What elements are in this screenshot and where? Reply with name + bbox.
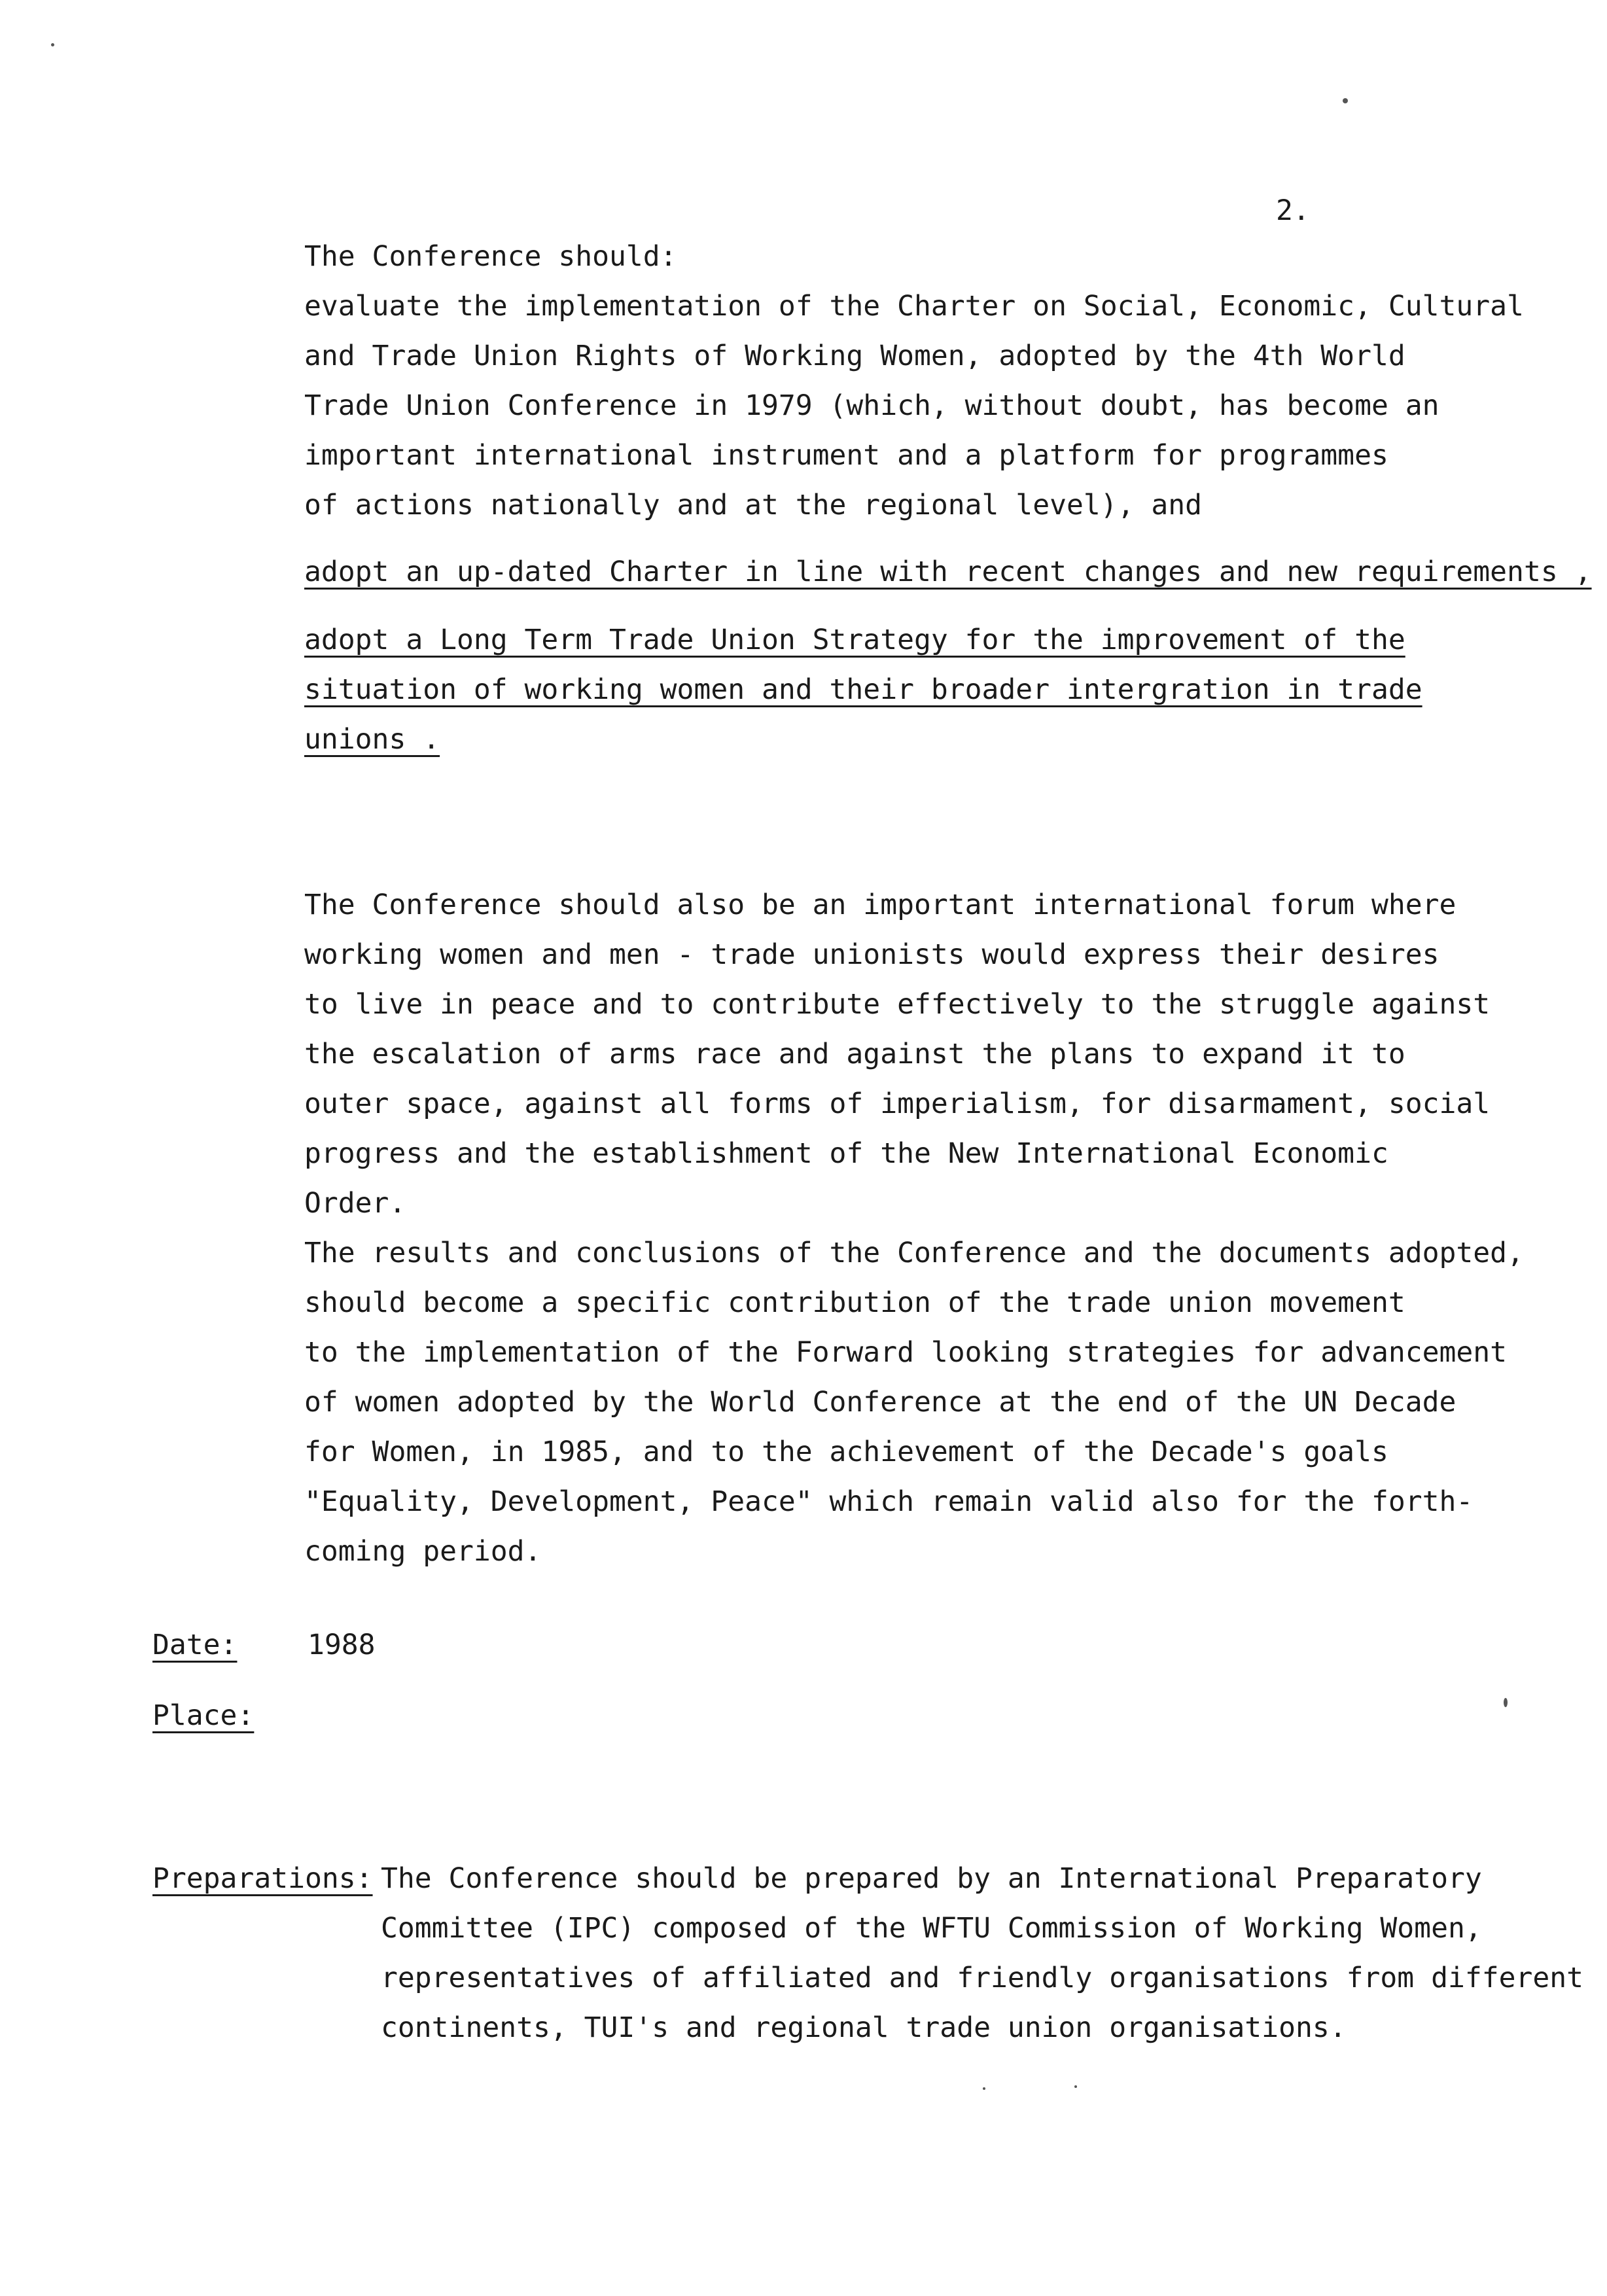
para1-line: important international instrument and a platform for programmes xyxy=(304,439,1388,472)
para2-line: "Equality, Development, Peace" which remain valid also for the forth- xyxy=(304,1485,1474,1518)
para1-line: Trade Union Conference in 1979 (which, without doubt, has become an xyxy=(304,389,1439,422)
para2-line: for Women, in 1985, and to the achievement of the Decade's goals xyxy=(304,1436,1388,1468)
preparations-line: Committee (IPC) composed of the WFTU Commission of Working Women, xyxy=(381,1912,1482,1945)
para2-line: coming period. xyxy=(304,1535,542,1568)
para1-line: evaluate the implementation of the Charter on Social, Economic, Cultural xyxy=(304,290,1524,323)
para2-line: outer space, against all forms of imperialism, for disarmament, social xyxy=(304,1087,1491,1120)
para1-line: of actions nationally and at the regional level), and xyxy=(304,489,1203,521)
para2-line: progress and the establishment of the New International Economic xyxy=(304,1137,1388,1170)
strategy-item-line: adopt a Long Term Trade Union Strategy for the improvement of the xyxy=(304,624,1405,656)
strategy-item-line: unions . xyxy=(304,723,440,756)
para2-line: of women adopted by the World Conference at the end of the UN Decade xyxy=(304,1386,1457,1419)
scan-speck xyxy=(1343,98,1348,103)
para2-line: The Conference should also be an important international forum where xyxy=(304,889,1457,921)
date-label: Date: xyxy=(152,1629,238,1661)
para1-line: and Trade Union Rights of Working Women, adopted by the 4th World xyxy=(304,340,1405,372)
scan-speck xyxy=(1074,2085,1077,2088)
scan-speck xyxy=(1504,1698,1508,1707)
para2-line: to live in peace and to contribute effectively to the struggle against xyxy=(304,988,1491,1021)
scan-speck xyxy=(51,43,54,46)
intro-heading: The Conference should: xyxy=(304,240,677,273)
para2-line: should become a specific contribution of the trade union movement xyxy=(304,1286,1405,1319)
preparations-line: representatives of affiliated and friendly organisations from different xyxy=(381,1962,1584,1994)
page-number: 2. xyxy=(1276,194,1310,227)
strategy-item-line: situation of working women and their broader intergration in trade xyxy=(304,673,1422,706)
para2-line: Order. xyxy=(304,1187,406,1220)
preparations-label: Preparations: xyxy=(152,1862,373,1895)
para2-line: the escalation of arms race and against the plans to expand it to xyxy=(304,1038,1405,1070)
charter-update-item: adopt an up-dated Charter in line with recent changes and new requirements , xyxy=(304,556,1592,588)
para2-line: The results and conclusions of the Conference and the documents adopted, xyxy=(304,1237,1524,1269)
place-label: Place: xyxy=(152,1699,255,1732)
para2-line: working women and men - trade unionists would express their desires xyxy=(304,938,1439,971)
preparations-line: The Conference should be prepared by an International Preparatory xyxy=(381,1862,1482,1895)
scan-speck xyxy=(983,2087,985,2090)
date-value: 1988 xyxy=(308,1629,376,1661)
para2-line: to the implementation of the Forward looking strategies for advancement xyxy=(304,1336,1508,1369)
preparations-line: continents, TUI's and regional trade union organisations. xyxy=(381,2011,1347,2044)
